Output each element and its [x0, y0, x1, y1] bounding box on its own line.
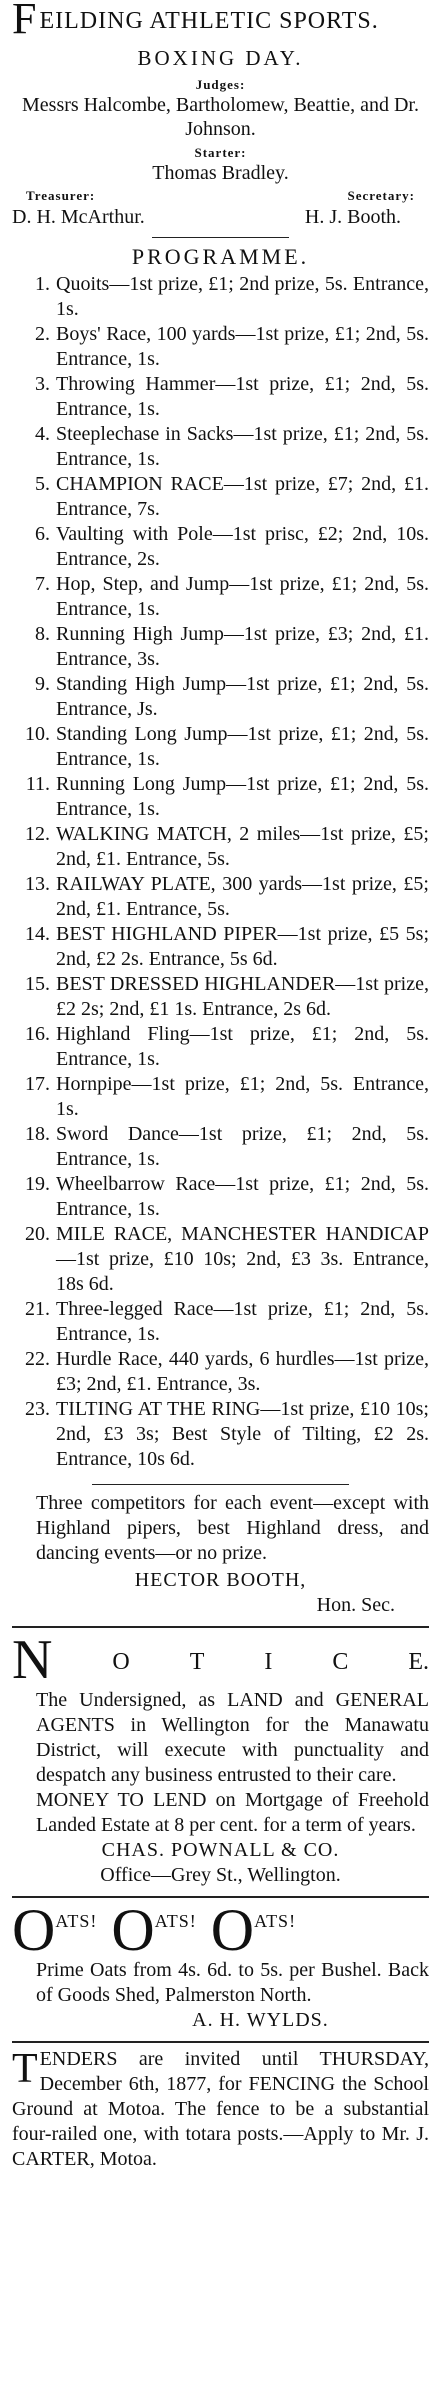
starter-label: Starter: — [194, 145, 247, 160]
notice-money: MONEY TO LEND on Mortgage of Freehold Landed Estate at 8 per cent. for a term of years. — [36, 1789, 429, 1836]
judges-text: Messrs Halcombe, Bartholomew, Beattie, and Dr. Johnson. — [22, 94, 419, 140]
notice-firm: CHAS. POWNALL & CO. — [101, 1839, 340, 1861]
title-text: EILDING ATHLETIC SPORTS. — [39, 8, 379, 34]
judges-label: Judges: — [195, 77, 246, 92]
treasurer-name: D. H. McArthur. — [12, 206, 145, 228]
list-item: 10. Standing Long Jump—1st prize, £1; 2nd, 5s. Entrance, 1s. — [25, 723, 429, 770]
oats-signer: A. H. WYLDS. — [192, 2009, 329, 2031]
tenders-body: ENDERS are invited until THURSDAY, December 6th, 1877, for FENCING the School Ground at Motoa. The fence to be a substantial four-railed one, with totara posts.—Apply to Mr. J. CARTER, Motoa. — [12, 2048, 429, 2170]
oats-body: Prime Oats from 4s. 6d. to 5s. per Bushel. Back of Goods Shed, Palmerston North. — [36, 1959, 429, 2006]
list-item: 12. WALKING MATCH, 2 miles—1st prize, £5; 2nd, £1. Entrance, 5s. — [25, 823, 429, 870]
treasurer-label: Treasurer: — [26, 188, 96, 203]
tenders-dropcap: T — [12, 2046, 38, 2092]
programme-heading: PROGRAMME. — [131, 244, 310, 269]
list-item: 13. RAILWAY PLATE, 300 yards—1st prize, £5; 2nd, £1. Entrance, 5s. — [25, 873, 429, 920]
officer-labels — [12, 187, 429, 205]
list-item: 18. Sword Dance—1st prize, £1; 2nd, 5s. Entrance, 1s. — [25, 1123, 429, 1170]
list-item: 7. Hop, Step, and Jump—1st prize, £1; 2nd, 5s. Entrance, 1s. — [35, 573, 429, 620]
ad-title — [12, 0, 429, 43]
list-item: 4. Steeplechase in Sacks—1st prize, £1; 2nd, 5s. Entrance, 1s. — [35, 423, 429, 470]
notice-heading: N O T I C E. — [12, 1629, 429, 1691]
secretary-name: H. J. Booth. — [304, 206, 401, 228]
competitor-note: Three competitors for each event—except with Highland pipers, best Highland dress, and dancing events—or no prize. — [36, 1492, 429, 1564]
list-item: 3. Throwing Hammer—1st prize, £1; 2nd, 5s. Entrance, 1s. — [35, 373, 429, 420]
column-divider — [12, 2041, 429, 2043]
event-list — [12, 272, 429, 1472]
starter-name: Thomas Bradley. — [152, 162, 289, 184]
divider — [152, 237, 289, 238]
title-dropcap: F — [12, 0, 38, 43]
athletic-sports-ad — [12, 0, 429, 1618]
list-item: 20. MILE RACE, MANCHESTER HANDICAP—1st prize, £10 10s; 2nd, £3 3s. Entrance, 18s 6d. — [25, 1223, 429, 1295]
signer-name: HECTOR BOOTH, — [134, 1569, 307, 1591]
oats-heading: O ATS! O ATS! O ATS! — [12, 1897, 297, 1963]
tenders-ad — [12, 2047, 429, 2172]
officer-names — [12, 205, 429, 231]
signer-title: Hon. Sec. — [316, 1594, 395, 1616]
list-item: 9. Standing High Jump—1st prize, £1; 2nd, 5s. Entrance, Js. — [35, 673, 429, 720]
list-item: 22. Hurdle Race, 440 yards, 6 hurdles—1st prize, £3; 2nd, £1. Entrance, 3s. — [25, 1348, 429, 1395]
list-item: 6. Vaulting with Pole—1st prisc, £2; 2nd, 10s. Entrance, 2s. — [35, 523, 429, 570]
notice-office: Office—Grey St., Wellington. — [100, 1864, 341, 1886]
list-item: 21. Three-legged Race—1st prize, £1; 2nd, 5s. Entrance, 1s. — [25, 1298, 429, 1345]
list-item: 19. Wheelbarrow Race—1st prize, £1; 2nd, 5s. Entrance, 1s. — [25, 1173, 429, 1220]
list-item: 14. BEST HIGHLAND PIPER—1st prize, £5 5s; 2nd, £2 2s. Entrance, 5s 6d. — [25, 923, 429, 970]
ad-subtitle: BOXING DAY. — [137, 46, 304, 70]
list-item: 11. Running Long Jump—1st prize, £1; 2nd, 5s. Entrance, 1s. — [25, 773, 429, 820]
list-item: 23. TILTING AT THE RING—1st prize, £10 10s; 2nd, £3 3s; Best Style of Tilting, £2 2s. Entrance, 10s 6d. — [25, 1398, 429, 1470]
list-item: 5. CHAMPION RACE—1st prize, £7; 2nd, £1. Entrance, 7s. — [35, 473, 429, 520]
column-divider — [12, 1626, 429, 1628]
list-item: 16. Highland Fling—1st prize, £1; 2nd, 5s. Entrance, 1s. — [25, 1023, 429, 1070]
list-item: 2. Boys' Race, 100 yards—1st prize, £1; 2nd, 5s. Entrance, 1s. — [35, 323, 429, 370]
list-item: 8. Running High Jump—1st prize, £3; 2nd, £1. Entrance, 3s. — [35, 623, 429, 670]
list-item: 17. Hornpipe—1st prize, £1; 2nd, 5s. Entrance, 1s. — [25, 1073, 429, 1120]
secretary-label: Secretary: — [347, 188, 415, 203]
notice-body: The Undersigned, as LAND and GENERAL AGENTS in Wellington for the Manawatu District, will execute with punctuality and despatch any business entrusted to their care. — [36, 1689, 429, 1786]
notice-ad — [12, 1629, 429, 1888]
list-item: 1. Quoits—1st prize, £1; 2nd prize, 5s. Entrance, 1s. — [35, 273, 429, 320]
list-item: 15. BEST DRESSED HIGHLANDER—1st prize, £2 2s; 2nd, £1 1s. Entrance, 2s 6d. — [25, 973, 429, 1020]
divider — [92, 1484, 349, 1485]
oats-ad — [12, 1897, 429, 2033]
